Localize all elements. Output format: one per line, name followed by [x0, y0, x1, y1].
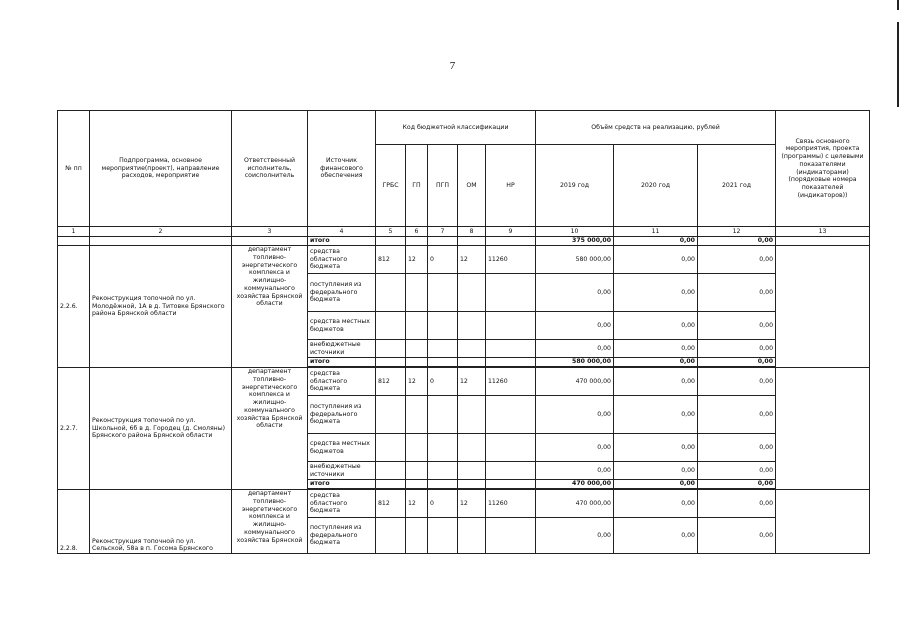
code-pgp: 0: [428, 246, 458, 274]
source-regional: средства областного бюджета: [308, 246, 376, 274]
value-2019: 0,00: [536, 274, 614, 312]
column-numbers-row: [58, 227, 870, 237]
item-name: Реконструкция топочной по ул. Школьной, 6б в д. Городец (д. Смоляны) Брянского района Брянской области: [90, 368, 232, 490]
value-2020: 0,00: [614, 246, 698, 274]
code-grbs: 812: [376, 246, 406, 274]
header-2020: 2020 год: [614, 145, 698, 227]
item-number: 2.2.7.: [58, 368, 90, 490]
budget-table: [57, 110, 870, 554]
col-number: 4: [308, 227, 376, 237]
total-2019: 375 000,00: [536, 237, 614, 246]
item-name: Реконструкция топочной по ул. Молодёжной, 1А в д. Титовке Брянского района Брянской области: [90, 246, 232, 368]
value-2020: 0,00: [614, 274, 698, 312]
item-executor: департамент топливно-энергетического комплекса и жилищно-коммунального хозяйства Брянской области: [232, 246, 308, 368]
value-2021: 0,00: [698, 396, 776, 434]
header-grbs: ГРБС: [376, 145, 406, 227]
source-total: итого: [308, 237, 376, 246]
header-executor: Ответственный исполнитель, соисполнитель: [232, 111, 308, 227]
header-2019: 2019 год: [536, 145, 614, 227]
value-2019: 0,00: [536, 434, 614, 462]
scan-edge-mark: [897, 0, 899, 10]
page-number: 7: [449, 60, 456, 72]
value-2021: 0,00: [698, 246, 776, 274]
value-2021: 0,00: [698, 274, 776, 312]
source-extra: внебюджетные источники: [308, 340, 376, 358]
value-2020: 0,00: [614, 490, 698, 518]
col-number: 9: [486, 227, 536, 237]
source-federal: поступления из федерального бюджета: [308, 518, 376, 554]
code-grbs: 812: [376, 368, 406, 396]
code-om: 12: [458, 246, 486, 274]
col-number: 8: [458, 227, 486, 237]
col-number: 13: [776, 227, 870, 237]
source-local: средства местных бюджетов: [308, 312, 376, 340]
value-2021: 0,00: [698, 518, 776, 554]
value-2020: 0,00: [614, 312, 698, 340]
value-2021: 0,00: [698, 312, 776, 340]
code-om: 12: [458, 490, 486, 518]
item-executor: департамент топливно-энергетического комплекса и жилищно-коммунального хозяйства Брянской области: [232, 368, 308, 490]
source-federal: поступления из федерального бюджета: [308, 396, 376, 434]
code-np: 11260: [486, 368, 536, 396]
value-2019: 470 000,00: [536, 368, 614, 396]
code-gp: 12: [406, 368, 428, 396]
item-name: Реконструкция топочной по ул. Сельской, 58а в п. Госома Брянского: [90, 490, 232, 554]
header-2021: 2021 год: [698, 145, 776, 227]
header-gp: ГП: [406, 145, 428, 227]
value-2019: 580 000,00: [536, 246, 614, 274]
code-pgp: 0: [428, 490, 458, 518]
table-row: [58, 246, 870, 274]
code-gp: 12: [406, 246, 428, 274]
code-np: 11260: [486, 490, 536, 518]
total-2020: 0,00: [614, 358, 698, 367]
value-2021: 0,00: [698, 368, 776, 396]
value-2020: 0,00: [614, 462, 698, 480]
col-number: 5: [376, 227, 406, 237]
code-om: 12: [458, 368, 486, 396]
col-number: 10: [536, 227, 614, 237]
code-gp: 12: [406, 490, 428, 518]
total-2020: 0,00: [614, 480, 698, 489]
total-2019: 580 000,00: [536, 358, 614, 367]
table-row: [58, 368, 870, 396]
value-2019: 0,00: [536, 462, 614, 480]
header-om: ОМ: [458, 145, 486, 227]
source-extra: внебюджетные источники: [308, 462, 376, 480]
col-number: 6: [406, 227, 428, 237]
value-2019: 0,00: [536, 518, 614, 554]
col-number: 7: [428, 227, 458, 237]
table-row: [58, 490, 870, 518]
source-federal: поступления из федерального бюджета: [308, 274, 376, 312]
header-link: Связь основного мероприятия, проекта (программы) с целевыми показателями (индикаторами) (порядковые номера показателей (индикаторов)): [776, 111, 870, 227]
value-2019: 0,00: [536, 340, 614, 358]
header-volume: Объём средств на реализацию, рублей: [536, 111, 776, 145]
total-2021: 0,00: [698, 480, 776, 489]
value-2020: 0,00: [614, 340, 698, 358]
value-2019: 0,00: [536, 396, 614, 434]
total-2020: 0,00: [614, 237, 698, 246]
value-2020: 0,00: [614, 434, 698, 462]
col-number: 1: [58, 227, 90, 237]
value-2021: 0,00: [698, 490, 776, 518]
source-regional: средства областного бюджета: [308, 368, 376, 396]
code-np: 11260: [486, 246, 536, 274]
value-2020: 0,00: [614, 518, 698, 554]
header-source: Источник финансового обеспечения: [308, 111, 376, 227]
col-number: 2: [90, 227, 232, 237]
total-2021: 0,00: [698, 237, 776, 246]
col-number: 3: [232, 227, 308, 237]
header-row: [58, 111, 870, 145]
source-total: итого: [308, 480, 376, 489]
col-number: 11: [614, 227, 698, 237]
header-bcc: Код бюджетной классификации: [376, 111, 536, 145]
item-number: 2.2.8.: [58, 490, 90, 554]
header-np: НР: [486, 145, 536, 227]
source-local: средства местных бюджетов: [308, 434, 376, 462]
item-executor: департамент топливно-энергетического комплекса и жилищно-коммунального хозяйства Брянской: [232, 490, 308, 554]
value-2020: 0,00: [614, 368, 698, 396]
source-total: итого: [308, 358, 376, 367]
value-2020: 0,00: [614, 396, 698, 434]
value-2021: 0,00: [698, 434, 776, 462]
header-name: Подпрограмма, основное мероприятие(проект), направление расходов, мероприятие: [90, 111, 232, 227]
value-2019: 0,00: [536, 312, 614, 340]
table-row: [58, 237, 870, 246]
value-2021: 0,00: [698, 340, 776, 358]
total-2019: 470 000,00: [536, 480, 614, 489]
header-no: № пп: [58, 111, 90, 227]
source-regional: средства областного бюджета: [308, 490, 376, 518]
col-number: 12: [698, 227, 776, 237]
item-number: 2.2.6.: [58, 246, 90, 368]
code-grbs: 812: [376, 490, 406, 518]
value-2019: 470 000,00: [536, 490, 614, 518]
value-2021: 0,00: [698, 462, 776, 480]
code-pgp: 0: [428, 368, 458, 396]
total-2021: 0,00: [698, 358, 776, 367]
header-pgp: ПГП: [428, 145, 458, 227]
